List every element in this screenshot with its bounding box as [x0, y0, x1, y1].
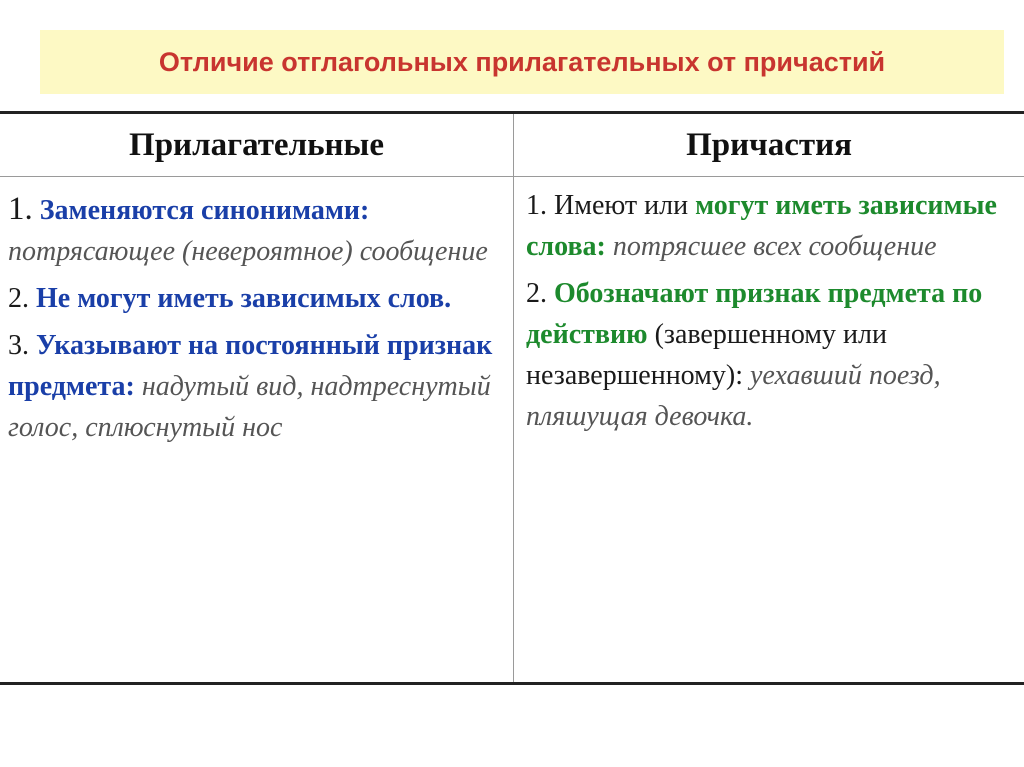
- page-title: Отличие отглагольных прилагательных от причастий: [158, 46, 886, 77]
- rule-example: потрясающее (невероятное) сообщение: [8, 236, 488, 267]
- rule-text: Обозначают признак предмета по действию: [526, 278, 983, 350]
- rule-number: 3.: [8, 330, 29, 361]
- adjectives-cell: [0, 177, 514, 683]
- rule-lead: Имеют или: [554, 190, 689, 221]
- rule-detail: (завершенному или незавершенному):: [526, 319, 887, 391]
- comparison-table-grid: [0, 114, 1024, 682]
- rule-number: 1.: [526, 190, 547, 221]
- rule-text: Не могут иметь зависимых слов.: [36, 283, 452, 314]
- adjective-rule-2: [8, 278, 505, 319]
- rule-number: 2.: [8, 283, 29, 314]
- rule-example: уехавший поезд, пляшущая девочка.: [526, 360, 941, 432]
- comparison-table: [0, 111, 1024, 685]
- rule-text: Заменяются синонимами:: [39, 195, 370, 226]
- header-adjectives: Прилагательные: [0, 114, 514, 177]
- rule-text: могут иметь зависимые слова:: [526, 190, 997, 262]
- rule-text: Указывают на постоянный признак предмета:: [8, 330, 493, 402]
- rule-example: потрясшее всех сообщение: [612, 231, 937, 262]
- table-body-row: [0, 177, 1024, 683]
- participle-rule-1: [526, 185, 1016, 267]
- adjective-rule-3: [8, 325, 505, 448]
- participles-cell: [514, 177, 1024, 683]
- rule-number: 1.: [8, 191, 33, 227]
- table-header-row: [0, 114, 1024, 177]
- rule-example: надутый вид, надтреснутый голос, сплюснутый нос: [8, 371, 491, 443]
- adjective-rule-1: [8, 189, 505, 272]
- header-participles: Причастия: [514, 114, 1024, 177]
- rule-number: 2.: [526, 278, 547, 309]
- participle-rule-2: [526, 273, 1016, 437]
- title-banner: [40, 30, 1004, 94]
